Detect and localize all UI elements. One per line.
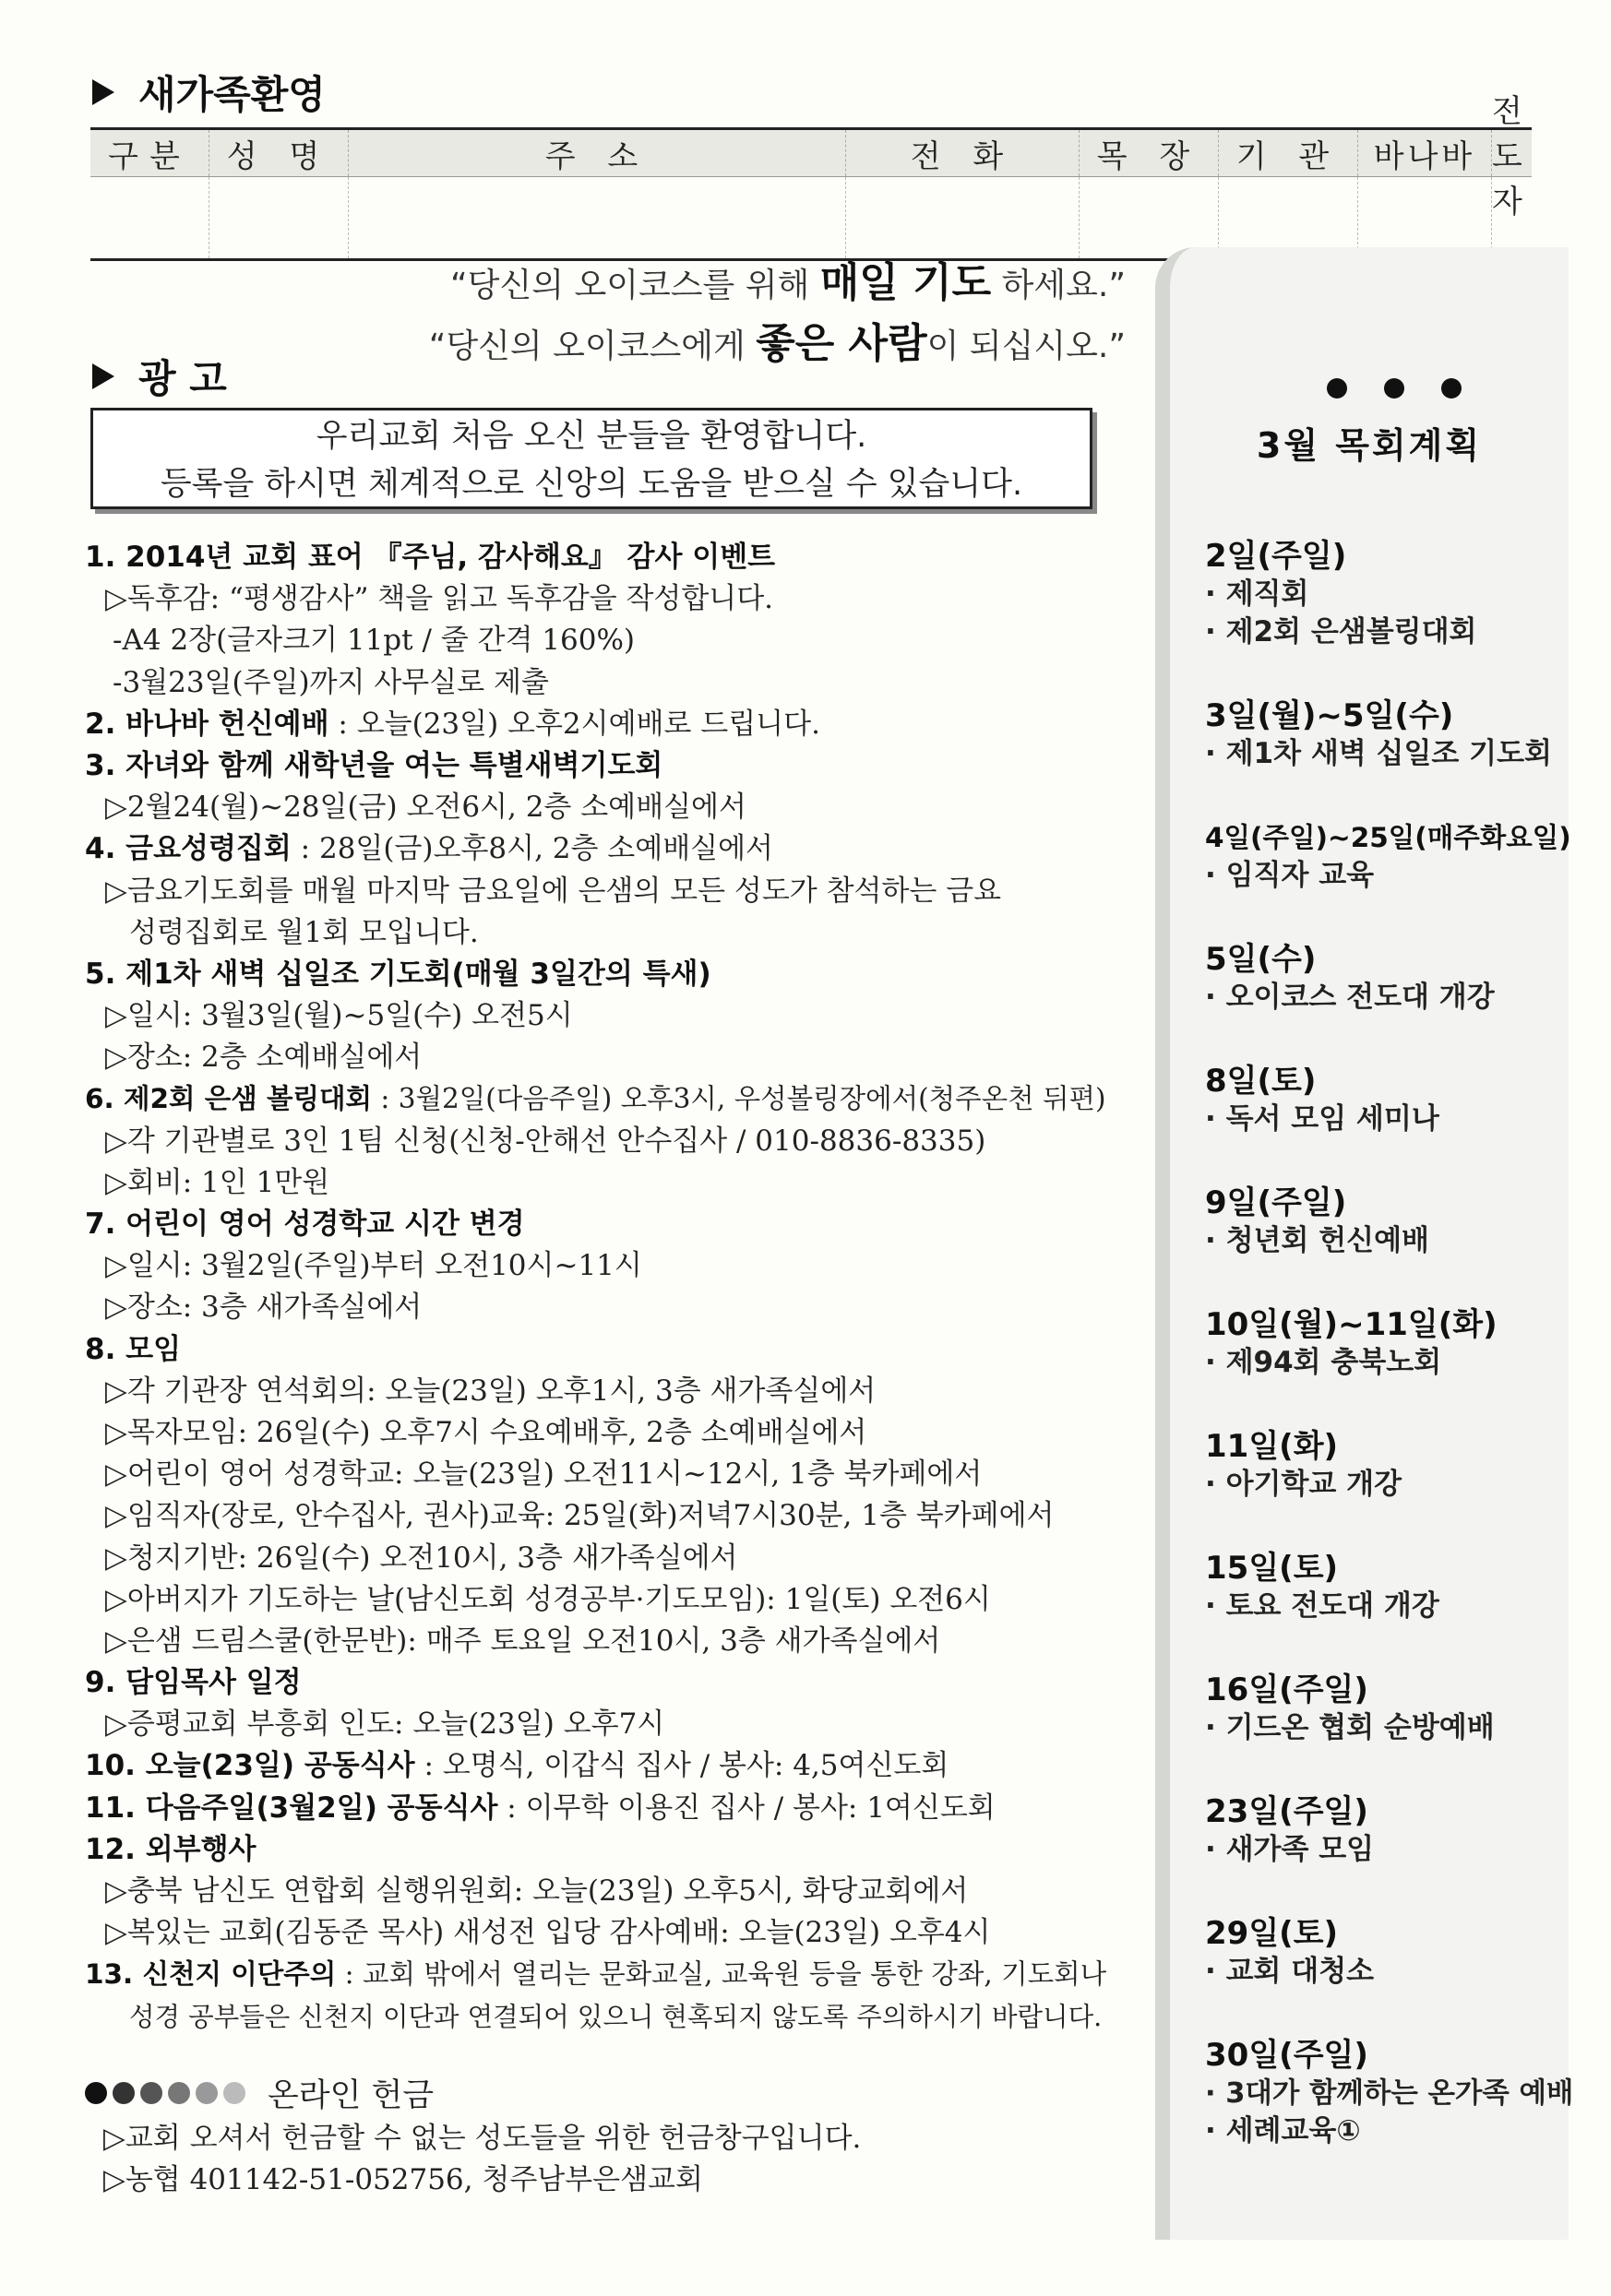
announcement-line: ▷임직자(장로, 안수집사, 권사)교육: 25일(화)저녁7시30분, 1층 북카페에서 bbox=[105, 1499, 1055, 1533]
announcement-line: ▷금요기도회를 매월 마지막 금요일에 은샘의 모든 성도가 참석하는 금요 bbox=[105, 874, 1002, 908]
column-header: 전 화 bbox=[846, 130, 1080, 176]
welcome-line: 우리교회 처음 오신 분들을 환영합니다. bbox=[316, 418, 867, 455]
announcement-line: ▷아버지가 기도하는 날(남신도회 성경공부·기도모임): 1일(토) 오전6시 bbox=[105, 1582, 991, 1616]
schedule-event: · 임직자 교육 bbox=[1205, 859, 1375, 892]
quote-line-1: “당신의 오이코스를 위해 매일 기도 하세요.” bbox=[450, 259, 1126, 306]
announcement-line: 1. 2014년 교회 표어 『주님, 감사해요』 감사 이벤트 bbox=[85, 541, 776, 574]
announcement-line: 성령집회로 월1회 모입니다. bbox=[129, 915, 479, 949]
schedule-date: 4일(주일)~25일(매주화요일) bbox=[1205, 822, 1571, 853]
announcement-line: 3. 자녀와 함께 새학년을 여는 특별새벽기도회 bbox=[85, 748, 663, 782]
triangle-bullet-icon bbox=[92, 363, 114, 389]
announcement-heading: 13. 신천지 이단주의 bbox=[85, 1958, 337, 1991]
announcement-line bbox=[85, 1745, 1118, 1787]
announcement-heading: 4. 금요성령집회 bbox=[85, 832, 292, 866]
schedule-item bbox=[1205, 2036, 1574, 2150]
schedule-event: · 제직회 bbox=[1205, 577, 1309, 611]
bank-account-line: ▷농협 401142-51-052756, 청주남부은샘교회 bbox=[103, 2163, 703, 2196]
online-offering-title: 온라인 헌금 bbox=[268, 2077, 435, 2114]
announcement-line: ▷복있는 교회(김동준 목사) 새성전 입당 감사예배: 오늘(23일) 오후4시 bbox=[105, 1916, 991, 1950]
announcement-heading: 11. 다음주일(3월2일) 공동식사 bbox=[85, 1790, 498, 1825]
three-dots-icon bbox=[1327, 378, 1498, 399]
online-offering-heading bbox=[85, 2070, 434, 2116]
announcement-line: 8. 모임 bbox=[85, 1332, 182, 1366]
announcement-line: ▷각 기관장 연석회의: 오늘(23일) 오후1시, 3층 새가족실에서 bbox=[105, 1374, 877, 1408]
schedule-event: · 오이코스 전도대 개강 bbox=[1205, 981, 1495, 1014]
schedule-event: · 아기학교 개강 bbox=[1205, 1468, 1402, 1501]
ads-heading bbox=[92, 349, 227, 404]
schedule-event: · 독서 모임 세미나 bbox=[1205, 1102, 1439, 1136]
announcement-line bbox=[85, 1788, 1118, 1829]
announcement-line bbox=[85, 1954, 1118, 1995]
announcement-heading: 10. 오늘(23일) 공동식사 bbox=[85, 1749, 415, 1783]
welcome-box bbox=[90, 408, 1092, 509]
announcement-line: 성경 공부들은 신천지 이단과 연결되어 있으니 현혹되지 않도록 주의하시기 바랍니다. bbox=[129, 2001, 1103, 2032]
announcement-line: ▷일시: 3월3일(월)~5일(수) 오전5시 bbox=[105, 999, 573, 1033]
column-header: 목 장 bbox=[1080, 130, 1219, 176]
schedule-item bbox=[1205, 818, 1574, 895]
announcement-line: ▷충북 남신도 연합회 실행위원회: 오늘(23일) 오후5시, 화당교회에서 bbox=[105, 1874, 969, 1908]
schedule-event: · 토요 전도대 개강 bbox=[1205, 1589, 1439, 1623]
schedule-list bbox=[1205, 537, 1574, 2195]
announcement-heading: 2. 바나바 헌신예배 bbox=[85, 707, 329, 741]
schedule-item bbox=[1205, 537, 1574, 651]
announcement-line: -A4 2장(글자크기 11pt / 줄 간격 160%) bbox=[113, 624, 636, 658]
schedule-item bbox=[1205, 1062, 1574, 1138]
dots-bullet-icon bbox=[85, 2082, 251, 2104]
announcement-text: : 3월2일(다음주일) 오후3시, 우성볼링장에서(청주온천 뒤편) bbox=[372, 1083, 1106, 1115]
announcement-line: ▷어린이 영어 성경학교: 오늘(23일) 오전11시~12시, 1층 북카페에서 bbox=[105, 1457, 983, 1492]
schedule-date: 23일(주일) bbox=[1205, 1793, 1368, 1830]
column-header: 기 관 bbox=[1219, 130, 1358, 176]
new-family-heading bbox=[92, 65, 326, 120]
schedule-date: 10일(월)~11일(화) bbox=[1205, 1306, 1498, 1343]
schedule-event: · 세례교육① bbox=[1205, 2114, 1361, 2147]
schedule-event: · 제1차 새벽 십일조 기도회 bbox=[1205, 737, 1552, 770]
column-header: 전도자 bbox=[1492, 92, 1526, 220]
announcement-text: : 28일(금)오후8시, 2층 소예배실에서 bbox=[291, 832, 773, 866]
schedule-event: · 3대가 함께하는 온가족 예배 bbox=[1205, 2077, 1574, 2110]
announcement-text: : 오명식, 이갑식 집사 / 봉사: 4,5여신도회 bbox=[414, 1749, 949, 1783]
announcement-line: ▷독후감: “평생감사” 책을 읽고 독후감을 작성합니다. bbox=[105, 582, 774, 616]
announcement-line: ▷은샘 드림스쿨(한문반): 매주 토요일 오전10시, 3층 새가족실에서 bbox=[105, 1624, 941, 1658]
schedule-event: · 교회 대청소 bbox=[1205, 1955, 1375, 1988]
schedule-item bbox=[1205, 696, 1574, 773]
announcement-line: ▷장소: 2층 소예배실에서 bbox=[105, 1041, 423, 1075]
announcement-line: ▷일시: 3월2일(주일)부터 오전10시~11시 bbox=[105, 1249, 642, 1283]
schedule-date: 29일(토) bbox=[1205, 1915, 1339, 1952]
monthly-plan-sidebar bbox=[1155, 247, 1574, 2240]
announcement-line bbox=[85, 1078, 1118, 1120]
announcement-line: ▷목자모임: 26일(수) 오후7시 수요예배후, 2층 소예배실에서 bbox=[105, 1415, 867, 1449]
announcement-line: -3월23일(주일)까지 사무실로 제출 bbox=[113, 665, 549, 699]
schedule-item bbox=[1205, 940, 1574, 1017]
announcement-line: ▷각 기관별로 3인 1팀 신청(신청-안해선 안수집사 / 010-8836-8335) bbox=[105, 1124, 986, 1158]
column-header: 구분 bbox=[90, 130, 209, 176]
schedule-event: · 제2회 은샘볼링대회 bbox=[1205, 615, 1477, 648]
announcement-line: ▷회비: 1인 1만원 bbox=[105, 1165, 330, 1199]
announcement-line: ▷증평교회 부흥회 인도: 오늘(23일) 오후7시 bbox=[105, 1707, 665, 1742]
schedule-date: 30일(주일) bbox=[1205, 2037, 1368, 2074]
schedule-event: · 제94회 충북노회 bbox=[1205, 1346, 1442, 1379]
online-offering-line: ▷교회 오셔서 헌금할 수 없는 성도들을 위한 헌금창구입니다. bbox=[103, 2122, 862, 2155]
announcement-line: 9. 담임목사 일정 bbox=[85, 1666, 302, 1700]
ads-title: 광 고 bbox=[138, 356, 227, 401]
schedule-date: 8일(토) bbox=[1205, 1063, 1317, 1100]
monthly-plan-title: 3월 목회계획 bbox=[1256, 425, 1483, 466]
schedule-date: 2일(주일) bbox=[1205, 538, 1347, 575]
welcome-line: 등록을 하시면 체계적으로 신앙의 도움을 받으실 수 있습니다. bbox=[160, 466, 1023, 503]
announcement-line: 12. 외부행사 bbox=[85, 1832, 257, 1866]
announcement-line bbox=[85, 828, 1118, 870]
announcement-line: ▷2월24(월)~28일(금) 오전6시, 2층 소예배실에서 bbox=[105, 791, 746, 825]
schedule-item bbox=[1205, 1427, 1574, 1504]
new-family-table-row bbox=[90, 177, 1532, 258]
schedule-item bbox=[1205, 1305, 1574, 1382]
column-header: 주 소 bbox=[349, 130, 846, 176]
schedule-date: 5일(수) bbox=[1205, 941, 1317, 978]
announcement-list bbox=[85, 537, 1118, 2038]
column-header: 성 명 bbox=[209, 130, 349, 176]
schedule-item bbox=[1205, 1914, 1574, 1991]
announcement-text: : 교회 밖에서 열리는 문화교실, 교육원 등을 통한 강좌, 기도회나 bbox=[336, 1958, 1107, 1991]
announcement-line: ▷청지기반: 26일(수) 오전10시, 3층 새가족실에서 bbox=[105, 1541, 738, 1575]
announcement-heading: 6. 제2회 은샘 볼링대회 bbox=[85, 1083, 373, 1115]
schedule-event: · 청년회 헌신예배 bbox=[1205, 1224, 1429, 1257]
schedule-date: 11일(화) bbox=[1205, 1428, 1339, 1465]
online-offering-details bbox=[103, 2118, 861, 2201]
new-family-title: 새가족환영 bbox=[138, 72, 326, 117]
announcement-line: ▷장소: 3층 새가족실에서 bbox=[105, 1291, 423, 1325]
schedule-date: 3일(월)~5일(수) bbox=[1205, 697, 1454, 734]
announcement-text: : 오늘(23일) 오후2시예배로 드립니다. bbox=[328, 707, 820, 741]
announcement-line: 7. 어린이 영어 성경학교 시간 변경 bbox=[85, 1207, 525, 1241]
schedule-item bbox=[1205, 1184, 1574, 1260]
schedule-date: 9일(주일) bbox=[1205, 1184, 1347, 1221]
announcement-line: 5. 제1차 새벽 십일조 기도회(매월 3일간의 특새) bbox=[85, 957, 711, 991]
schedule-event: · 기드온 협회 순방예배 bbox=[1205, 1711, 1495, 1744]
schedule-item bbox=[1205, 1792, 1574, 1869]
triangle-bullet-icon bbox=[92, 79, 114, 105]
announcement-text: : 이무학 이용진 집사 / 봉사: 1여신도회 bbox=[497, 1790, 996, 1825]
schedule-date: 16일(주일) bbox=[1205, 1671, 1368, 1708]
quote-line-2: “당신의 오이코스에게 좋은 사람이 되십시오.” bbox=[428, 320, 1126, 367]
schedule-item bbox=[1205, 1671, 1574, 1747]
schedule-date: 15일(토) bbox=[1205, 1550, 1339, 1587]
column-header: 바나바 bbox=[1358, 130, 1492, 176]
schedule-item bbox=[1205, 1549, 1574, 1625]
schedule-event: · 새가족 모임 bbox=[1205, 1833, 1375, 1866]
announcement-line bbox=[85, 704, 1118, 745]
